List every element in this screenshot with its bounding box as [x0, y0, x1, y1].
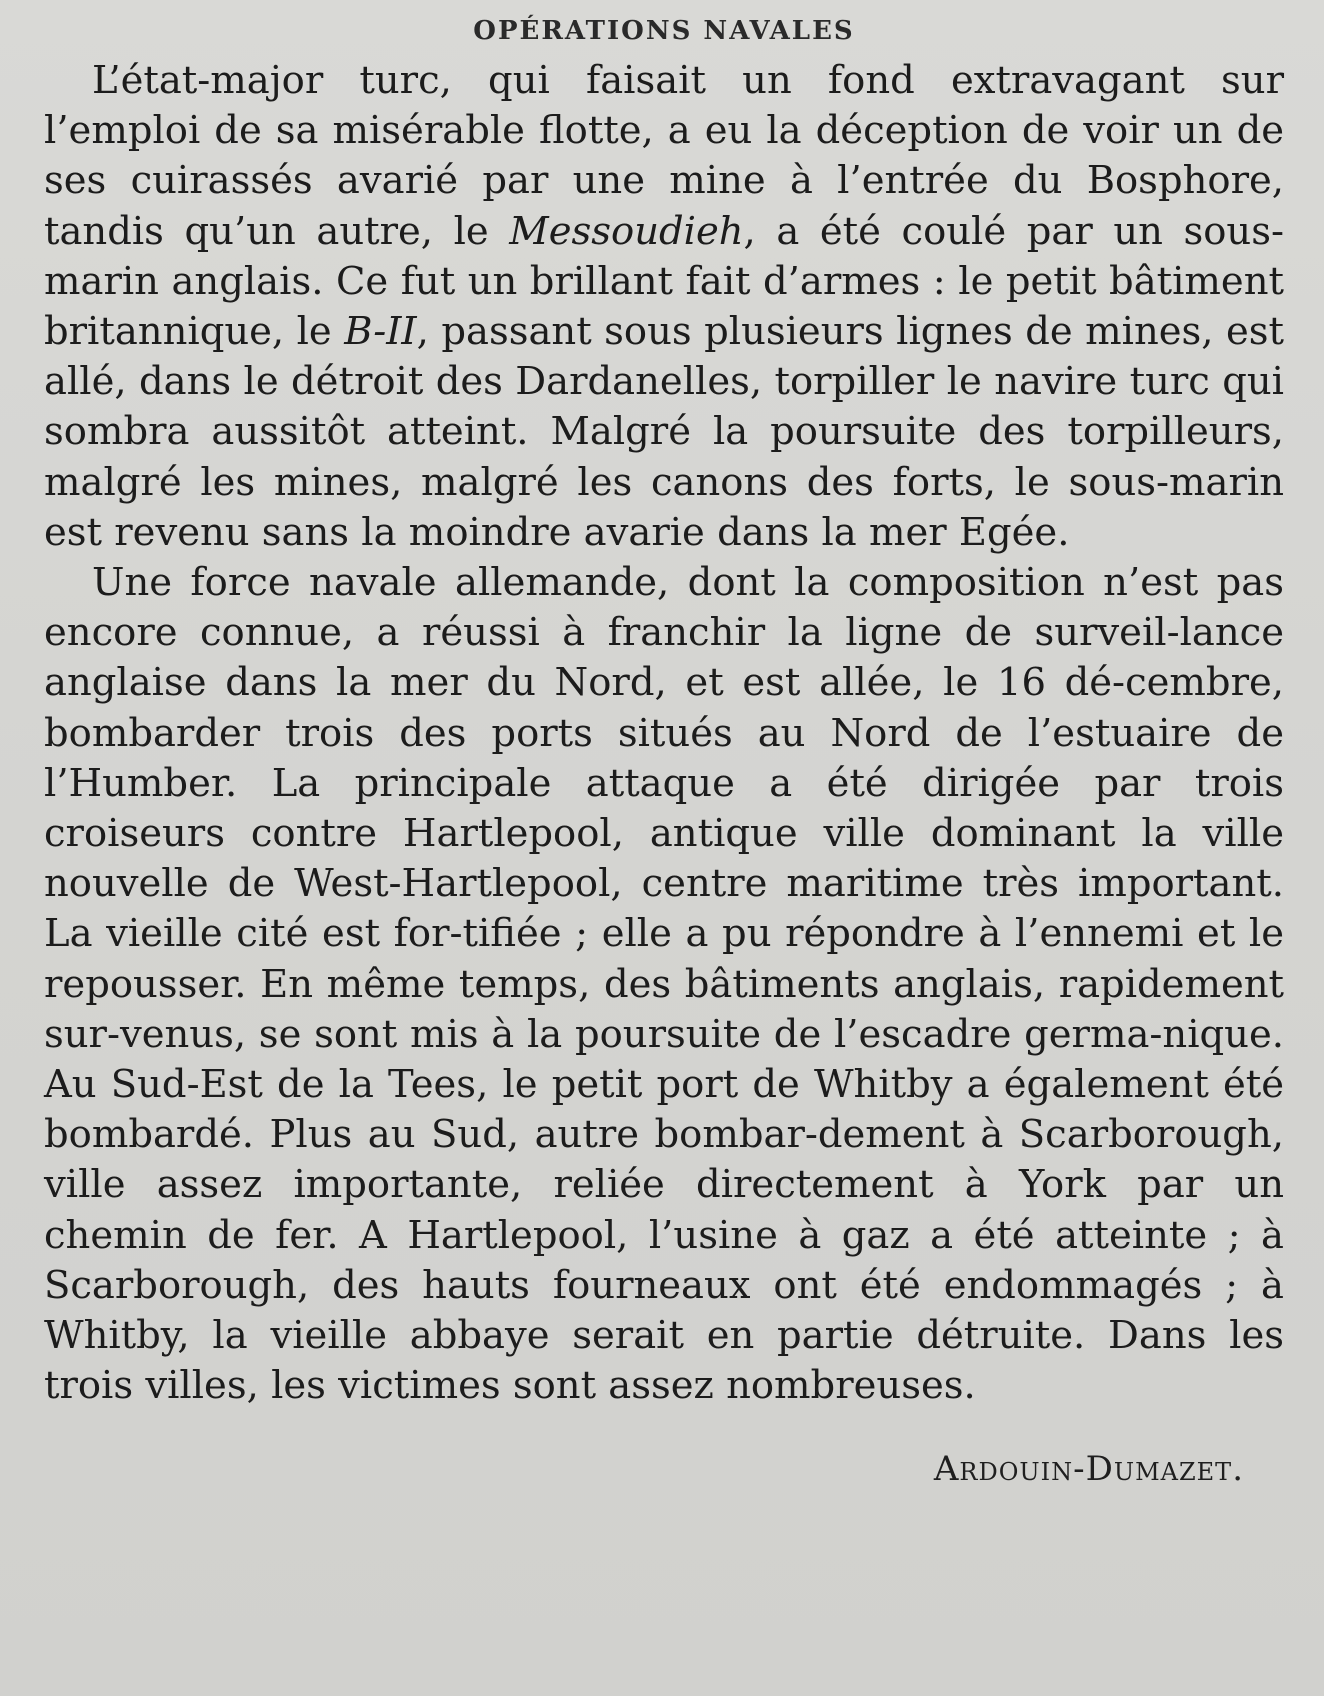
paragraph-1 [44, 56, 1284, 558]
paragraph-1-part-3: , passant sous plusieurs lignes de mines, est allé, dans le détroit des Dardanelles, torpiller le navire turc qui sombra aussitôt atteint. Malgré la poursuite des torpilleurs, malgré les mines, malgré les canons des forts, le sous-marin est revenu sans la moindre avarie dans la mer Egée. [44, 309, 1284, 555]
submarine-name-b-ii: B-II [344, 309, 417, 355]
paragraph-1-part-1: L’état-major turc, qui faisait un fond extravagant sur l’emploi de sa misérable flotte, a eu la déception de voir un de ses cuirassés avarié par une mine à l’entrée du Bosphore, tandis qu’un autre, le [44, 58, 1284, 254]
paragraph-1-part-2: , a été coulé par un sous-marin anglais. Ce fut un brillant fait d’armes : le petit bâtiment britannique, le [44, 208, 1284, 355]
running-head: OPÉRATIONS NAVALES [473, 16, 855, 46]
paragraph-2: Une force navale allemande, dont la composition n’est pas encore connue, a réussi à franchir la ligne de surveil-lance anglaise dans la mer du Nord, et est allée, le 16 dé-cembre, bombarder trois des ports situés au Nord de l’estuaire de l’Humber. La principale attaque a été dirigée par trois croiseurs contre Hartlepool, antique ville dominant la ville nouvelle de West-Hartlepool, centre maritime très important. La vieille cité est for-tifiée ; elle a pu répondre à l’ennemi et le repousser. En même temps, des bâtiments anglais, rapidement sur-venus, se sont mis à la poursuite de l’escadre germa-nique. Au Sud-Est de la Tees, le petit port de Whitby a également été bombardé. Plus au Sud, autre bombar-dement à Scarborough, ville assez importante, reliée directement à York par un chemin de fer. A Hartlepool, l’usine à gaz a été atteinte ; à Scarborough, des hauts fourneaux ont été endommagés ; à Whitby, la vieille abbaye serait en partie détruite. Dans les trois villes, les victimes sont assez nombreuses. [44, 560, 1284, 1409]
author-signature: Ardouin-Dumazet. [933, 1449, 1244, 1490]
article-body [44, 56, 1284, 1411]
ship-name-messoudieh: Messoudieh [509, 208, 744, 254]
